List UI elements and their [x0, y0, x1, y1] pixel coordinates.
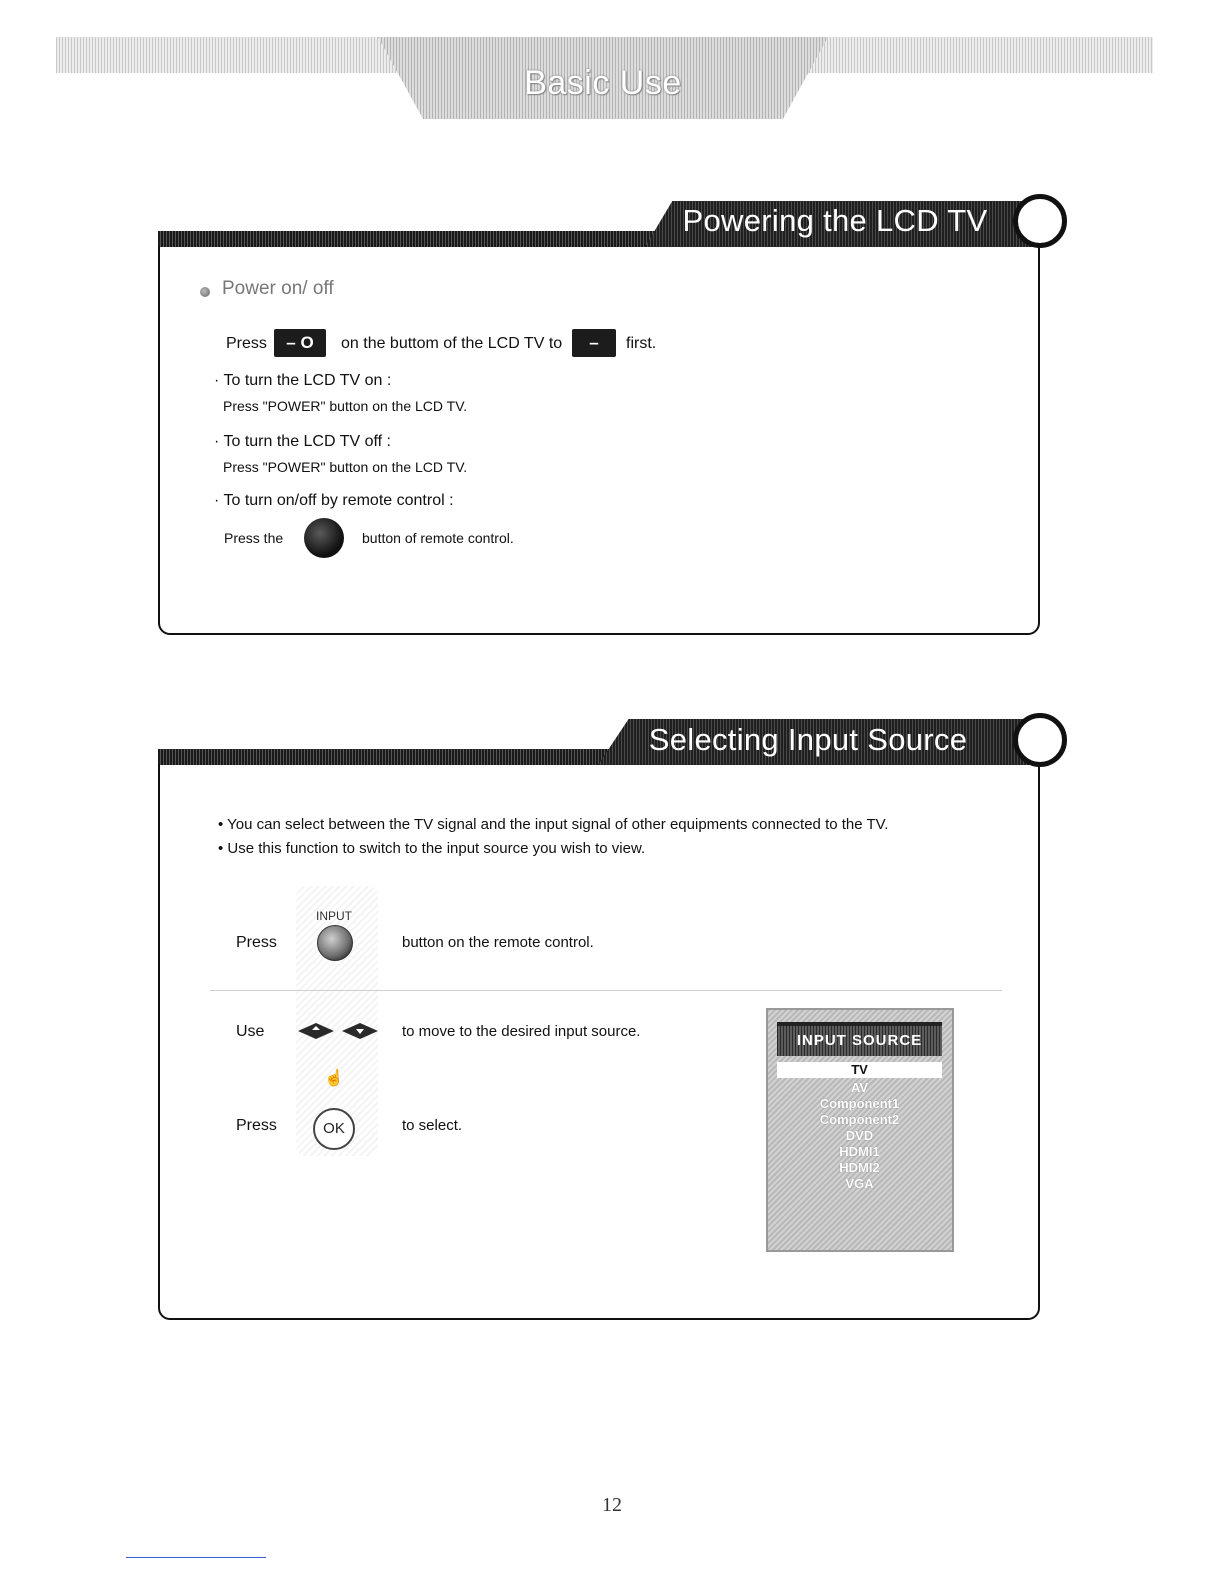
turn-on-text: Press "POWER" button on the LCD TV.: [223, 398, 468, 414]
menu-item[interactable]: Component1: [819, 1096, 900, 1111]
switch-on-position-icon: –: [572, 329, 616, 357]
input-source-menu-title: INPUT SOURCE: [777, 1022, 942, 1056]
bullet-icon: [200, 287, 210, 297]
step3-verb: Press: [236, 1117, 277, 1134]
step2-verb: Use: [236, 1023, 265, 1040]
step-divider: [210, 990, 1002, 991]
turn-on-heading: · To turn the LCD TV on :: [214, 372, 392, 389]
menu-item-selected[interactable]: TV: [777, 1062, 942, 1078]
input-button-icon: [317, 925, 353, 961]
remote-heading: · To turn on/off by remote control :: [214, 492, 454, 509]
main-power-switch-icon: – O: [274, 329, 326, 357]
switch-instruction: on the buttom of the LCD TV to: [341, 335, 563, 352]
turn-off-text: Press "POWER" button on the LCD TV.: [223, 459, 468, 475]
remote-power-button-icon: [304, 518, 344, 558]
power-section-circle-icon: [1013, 194, 1067, 248]
hand-pointer-icon: ☝: [324, 1070, 344, 1087]
ok-button-icon: OK: [313, 1108, 355, 1150]
first-label: first.: [626, 335, 657, 352]
menu-item[interactable]: AV: [850, 1080, 869, 1095]
press-label: Press: [226, 335, 267, 352]
power-subheading: Power on/ off: [222, 278, 334, 299]
step1-text: button on the remote control.: [402, 934, 594, 951]
turn-off-heading: · To turn the LCD TV off :: [214, 433, 391, 450]
menu-item[interactable]: HDMI2: [839, 1160, 880, 1175]
menu-item[interactable]: HDMI1: [839, 1144, 880, 1159]
remote-press-text: button of remote control.: [362, 530, 514, 546]
input-button-label: INPUT: [316, 909, 352, 923]
menu-item[interactable]: DVD: [845, 1128, 874, 1143]
bullet-item-2: • Use this function to switch to the input source you wish to view.: [218, 840, 646, 857]
input-section-title: Selecting Input Source: [648, 722, 968, 757]
menu-item[interactable]: VGA: [845, 1176, 874, 1191]
up-down-arrow-buttons-icon: [296, 1020, 380, 1042]
bullet-item-1: • You can select between the TV signal and the input signal of other equipments connected to the TV.: [218, 816, 889, 833]
step2-text: to move to the desired input source.: [402, 1023, 641, 1040]
page-title: Basic Use: [524, 64, 682, 102]
power-section-title: Powering the LCD TV: [682, 203, 988, 238]
remote-press-label: Press the: [224, 530, 284, 546]
step1-verb: Press: [236, 934, 277, 951]
menu-item[interactable]: Component2: [819, 1112, 900, 1127]
step3-text: to select.: [402, 1117, 463, 1134]
input-section-circle-icon: [1013, 713, 1067, 767]
page-number: 12: [602, 1494, 622, 1516]
footer-rule: [126, 1557, 266, 1558]
